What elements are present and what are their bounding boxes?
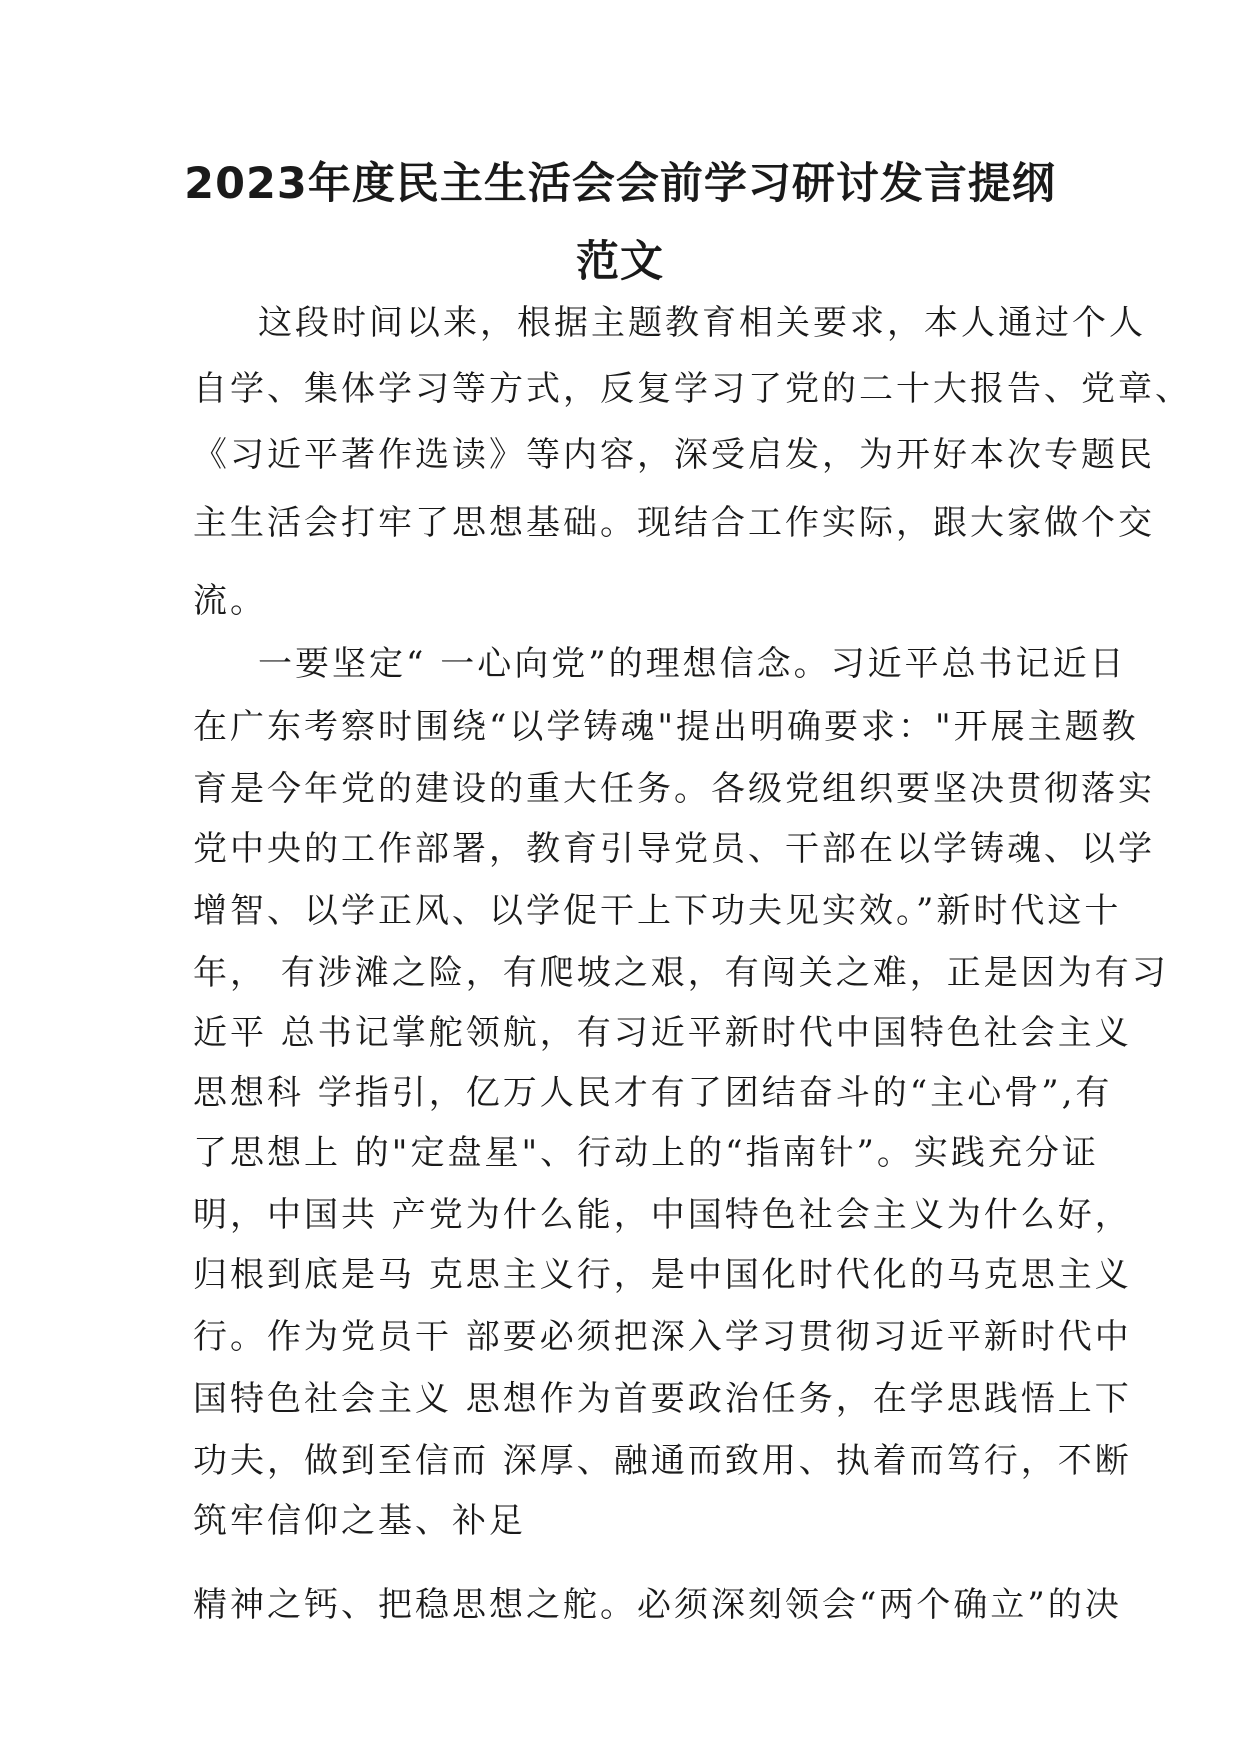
body-text-line: 党中央的工作部署，教育引导党员、干部在以学铸魂、以学 [193,829,1155,869]
body-text-line: 育是今年党的建设的重大任务。各级党组织要坚决贯彻落实 [193,769,1155,809]
body-text-line: 功夫，做到至信而 深厚、融通而致用、执着而笃行，不断 [193,1441,1132,1481]
body-text-line: 主生活会打牢了思想基础。现结合工作实际，跟大家做个交 [193,503,1155,543]
body-text-line: 筑牢信仰之基、补足 [193,1501,526,1541]
body-text-line: 一要坚定“ 一心向党”的理想信念。习近平总书记近日 [258,644,1127,684]
body-text-line: 《习近平著作选读》等内容，深受启发，为开好本次专题民 [193,435,1155,475]
body-text-line: 这段时间以来，根据主题教育相关要求，本人通过个人 [258,303,1146,343]
document-title-line-2: 范文 [576,237,664,287]
body-text-line: 思想科 学指引，亿万人民才有了团结奋斗的“主心骨”,有 [193,1073,1113,1113]
body-text-line: 年， 有涉滩之险，有爬坡之艰，有闯关之难，正是因为有习 [193,953,1169,993]
body-text-line: 精神之钙、把稳思想之舵。必须深刻领会“两个确立”的决 [193,1585,1122,1625]
body-text-line: 了思想上 的"定盘星"、行动上的“指南针”。实践充分证 [193,1133,1099,1173]
body-text-line: 归根到底是马 克思主义行，是中国化时代化的马克思主义 [193,1255,1132,1295]
document-title-line-1: 2023年度民主生活会会前学习研讨发言提纲 [184,159,1056,209]
body-text-line: 流。 [193,581,267,621]
body-text-line: 在广东考察时围绕“以学铸魂"提出明确要求："开展主题教 [193,707,1139,747]
body-text-line: 近平 总书记掌舵领航，有习近平新时代中国特色社会主义 [193,1013,1132,1053]
body-text-line: 国特色社会主义 思想作为首要政治任务，在学思践悟上下 [193,1379,1132,1419]
body-text-line: 增智、以学正风、以学促干上下功夫见实效。”新时代这十 [193,891,1122,931]
body-text-line: 行。作为党员干 部要必须把深入学习贯彻习近平新时代中 [193,1317,1132,1357]
body-text-line: 明，中国共 产党为什么能，中国特色社会主义为什么好， [193,1195,1132,1235]
body-text-line: 自学、集体学习等方式，反复学习了党的二十大报告、党章、 [193,369,1192,409]
